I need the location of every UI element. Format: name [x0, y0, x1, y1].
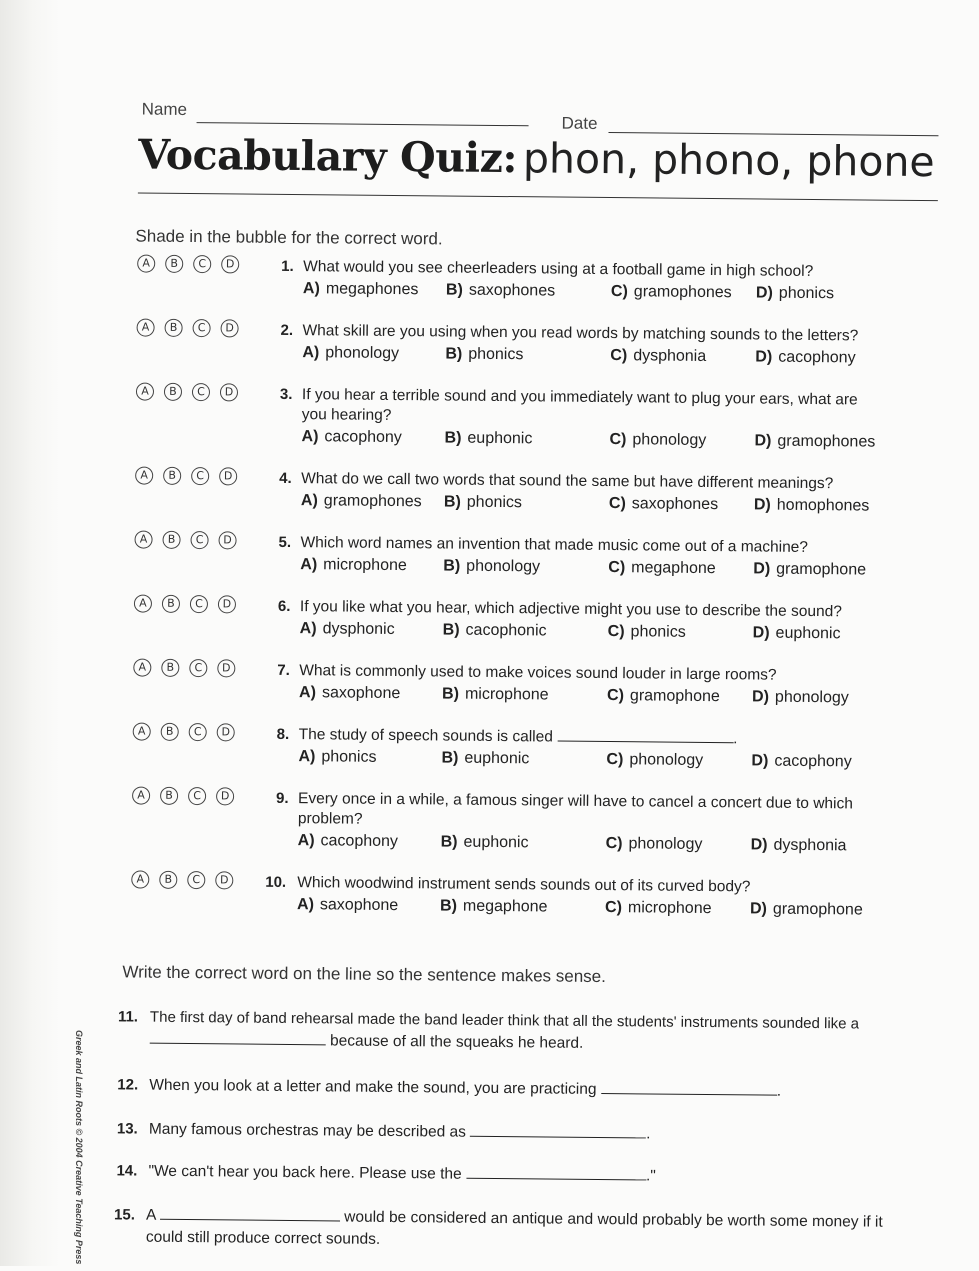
question-8	[129, 720, 889, 771]
answer-blank[interactable]	[557, 740, 733, 744]
bubble-a[interactable]: A	[137, 318, 155, 336]
fill-item-13	[116, 1120, 917, 1143]
answer-bubbles	[131, 870, 233, 889]
option-b[interactable]: B) phonics	[445, 345, 524, 364]
bubble-a[interactable]: A	[135, 466, 153, 484]
answer-bubbles	[134, 530, 236, 549]
options	[300, 620, 841, 643]
title-underline	[138, 193, 938, 202]
option-b[interactable]: B) phonology	[443, 557, 541, 576]
question-4	[131, 464, 891, 515]
options	[299, 684, 849, 707]
option-a[interactable]: A) saxophone	[299, 684, 401, 703]
option-a[interactable]: A) dysphonic	[299, 620, 395, 638]
item-text-line2: could still produce correct sounds.	[145, 1228, 381, 1248]
answer-bubbles	[133, 658, 235, 677]
bubble-b[interactable]: B	[160, 787, 178, 805]
bubble-b[interactable]: B	[159, 871, 177, 889]
option-b[interactable]: B) saxophones	[445, 281, 556, 300]
question-number: 10.	[265, 873, 287, 891]
question-text: If you hear a terrible sound and you immediately want to plug your ears, what are	[301, 386, 858, 409]
option-d[interactable]: D) homophones	[753, 496, 870, 515]
answer-blank[interactable]	[601, 1092, 777, 1096]
answer-bubbles	[132, 786, 234, 805]
option-c[interactable]: C) phonics	[607, 623, 686, 641]
title-roots: phon, phono, phone	[522, 134, 935, 187]
bubble-d[interactable]: D	[215, 871, 233, 889]
bubble-d[interactable]: D	[221, 319, 239, 337]
bubble-b[interactable]: B	[162, 595, 180, 613]
bubble-d[interactable]: D	[217, 659, 235, 677]
option-c[interactable]: C) saxophones	[608, 495, 719, 514]
question-text: Which word names an invention that made music come out of a machine?	[300, 534, 809, 556]
question-1	[133, 252, 893, 303]
question-text: What is commonly used to make voices sound louder in large rooms?	[299, 662, 777, 684]
option-a[interactable]: A) cacophony	[301, 428, 402, 447]
bubble-a[interactable]: A	[132, 786, 150, 804]
bubble-b[interactable]: B	[162, 531, 180, 549]
question-7	[129, 656, 889, 707]
name-line[interactable]	[197, 122, 529, 126]
bubble-d[interactable]: D	[216, 787, 234, 805]
question-number: 1.	[281, 257, 294, 276]
question-text: What skill are you using when you read words by matching sounds to the letters?	[302, 322, 859, 345]
options	[300, 556, 866, 579]
question-9	[128, 784, 888, 855]
option-c[interactable]: C) phonology	[609, 431, 707, 449]
bubble-c[interactable]: C	[188, 787, 206, 805]
question-3	[132, 380, 892, 451]
option-b[interactable]: B) euphonic	[440, 833, 529, 852]
option-c[interactable]: C) phonology	[606, 751, 704, 769]
section2-instruction: Write the correct word on the line so the sentence makes sense.	[122, 962, 606, 987]
option-c[interactable]: C) microphone	[604, 899, 712, 918]
question-number: 6.	[277, 597, 291, 615]
option-c[interactable]: C) megaphone	[608, 559, 716, 578]
bubble-d[interactable]: D	[220, 383, 238, 401]
option-b[interactable]: B) cacophonic	[442, 621, 547, 640]
option-b[interactable]: B) microphone	[442, 685, 549, 704]
answer-blank[interactable]	[160, 1218, 340, 1222]
bubble-d[interactable]: D	[221, 255, 239, 273]
answer-bubbles	[137, 255, 239, 274]
bubble-d[interactable]: D	[218, 531, 236, 549]
question-number: 2.	[280, 321, 294, 340]
option-b[interactable]: B) euphonic	[441, 749, 530, 768]
item-number: 11.	[117, 1008, 139, 1026]
options	[298, 748, 851, 771]
bubble-b[interactable]: B	[163, 467, 181, 485]
answer-bubbles	[133, 722, 235, 741]
options	[297, 896, 863, 919]
bubble-b[interactable]: B	[165, 255, 183, 273]
option-b[interactable]: B) megaphone	[439, 897, 548, 916]
item-number: 12.	[117, 1076, 139, 1094]
question-number: 9.	[276, 789, 289, 807]
option-d[interactable]: D) cacophony	[751, 752, 852, 771]
bubble-c[interactable]: C	[193, 255, 211, 273]
option-c[interactable]: C) dysphonia	[610, 347, 707, 365]
bubble-c[interactable]: C	[193, 319, 211, 337]
item-text-line2: because of all the squeaks he heard.	[150, 1031, 584, 1053]
fill-item-11	[117, 1008, 918, 1052]
question-text: If you like what you hear, which adjective might you use to describe the sound?	[299, 598, 842, 621]
item-text: "We can't hear you back here. Please use the ."	[148, 1162, 656, 1185]
option-d[interactable]: D) cacophony	[755, 348, 856, 367]
bubble-a[interactable]: A	[136, 382, 154, 400]
item-number: 15.	[113, 1206, 136, 1224]
question-6	[130, 592, 890, 643]
option-b[interactable]: B) phonics	[443, 493, 523, 512]
page-title	[138, 131, 935, 187]
bubble-b[interactable]: B	[165, 319, 183, 337]
options	[298, 832, 847, 855]
bubble-d[interactable]: D	[219, 467, 237, 485]
item-number: 13.	[116, 1120, 138, 1138]
title-main: Vocabulary Quiz:	[138, 130, 518, 183]
bubble-d[interactable]: D	[217, 723, 235, 741]
bubble-c[interactable]: C	[190, 531, 208, 549]
answer-blank[interactable]	[150, 1042, 326, 1046]
option-d[interactable]: D) gramophone	[749, 900, 863, 919]
option-c[interactable]: C) gramophone	[607, 687, 720, 706]
answer-blank[interactable]	[470, 1135, 646, 1139]
bubble-b[interactable]: B	[164, 383, 182, 401]
option-a[interactable]: A) phonology	[302, 344, 400, 363]
option-c[interactable]: C) phonology	[605, 835, 703, 853]
options	[303, 280, 834, 303]
option-a[interactable]: A) microphone	[300, 556, 407, 575]
copyright-credit: Greek and Latin Roots © 2004 Creative Teaching Press	[74, 1030, 84, 1265]
item-number: 14.	[116, 1162, 138, 1180]
option-c[interactable]: C) gramophones	[610, 283, 732, 302]
question-text: What do we call two words that sound the same but have different meanings?	[301, 470, 834, 493]
fill-item-14	[116, 1162, 917, 1185]
question-text: The study of speech sounds is called .	[298, 726, 738, 748]
answer-blank[interactable]	[466, 1177, 646, 1181]
date-label: Date	[561, 113, 598, 133]
option-d[interactable]: D) phonology	[751, 688, 849, 707]
bubble-a[interactable]: A	[137, 255, 155, 273]
question-10	[127, 868, 887, 919]
bubble-a[interactable]: A	[133, 658, 151, 676]
option-b[interactable]: B) euphonic	[444, 429, 533, 448]
bubble-c[interactable]: C	[192, 383, 210, 401]
options	[302, 344, 855, 367]
question-text-cont: you hearing?	[301, 406, 392, 424]
question-text: Which woodwind instrument sends sounds out of its curved body?	[297, 874, 751, 896]
bubble-c[interactable]: C	[191, 467, 209, 485]
item-text: The first day of band rehearsal made the band leader think that all the students' instruments sounded like a	[149, 1008, 860, 1033]
question-2	[133, 316, 893, 367]
option-a[interactable]: A) gramophones	[300, 492, 422, 511]
bubble-c[interactable]: C	[189, 723, 207, 741]
option-d[interactable]: D) gramophone	[753, 560, 867, 579]
answer-bubbles	[134, 594, 236, 613]
option-d[interactable]: D) euphonic	[752, 624, 841, 643]
bubble-c[interactable]: C	[190, 595, 208, 613]
answer-bubbles	[136, 382, 238, 401]
item-text: A would be considered an antique and would probably be worth some money if it	[145, 1206, 883, 1231]
bubble-a[interactable]: A	[134, 530, 152, 548]
fill-item-15	[113, 1206, 914, 1248]
question-text: Every once in a while, a famous singer will have to cancel a concert due to which	[298, 790, 853, 813]
question-text-cont: problem?	[297, 810, 363, 828]
bubble-c[interactable]: C	[189, 659, 207, 677]
option-d[interactable]: D) phonics	[755, 284, 835, 303]
bubble-a[interactable]: A	[133, 722, 151, 740]
question-5	[131, 528, 891, 579]
question-number: 4.	[279, 469, 292, 487]
option-a[interactable]: A) cacophony	[297, 832, 399, 851]
bubble-c[interactable]: C	[187, 871, 205, 889]
bubble-b[interactable]: B	[161, 659, 179, 677]
item-text: When you look at a letter and make the sound, you are practicing .	[149, 1076, 782, 1100]
options	[301, 428, 875, 452]
question-number: 3.	[279, 385, 293, 403]
bubble-b[interactable]: B	[161, 723, 179, 741]
option-d[interactable]: D) gramophones	[754, 432, 876, 451]
question-number: 8.	[276, 725, 290, 743]
option-a[interactable]: A) phonics	[298, 748, 377, 766]
question-text: What would you see cheerleaders using at a football game in high school?	[303, 258, 814, 280]
answer-bubbles	[137, 318, 239, 337]
bubble-a[interactable]: A	[131, 870, 149, 888]
question-number: 7.	[277, 661, 290, 679]
bubble-a[interactable]: A	[134, 594, 152, 612]
options	[301, 492, 870, 515]
fill-item-12	[117, 1076, 917, 1100]
question-number: 5.	[278, 533, 292, 551]
item-text: Many famous orchestras may be described as .	[148, 1120, 651, 1143]
name-label: Name	[141, 99, 188, 119]
option-a[interactable]: A) saxophone	[296, 896, 399, 915]
option-d[interactable]: D) dysphonia	[750, 836, 847, 855]
section1-instruction: Shade in the bubble for the correct word.	[135, 226, 443, 249]
option-a[interactable]: A) megaphones	[302, 280, 419, 299]
answer-bubbles	[135, 466, 237, 485]
bubble-d[interactable]: D	[218, 595, 236, 613]
